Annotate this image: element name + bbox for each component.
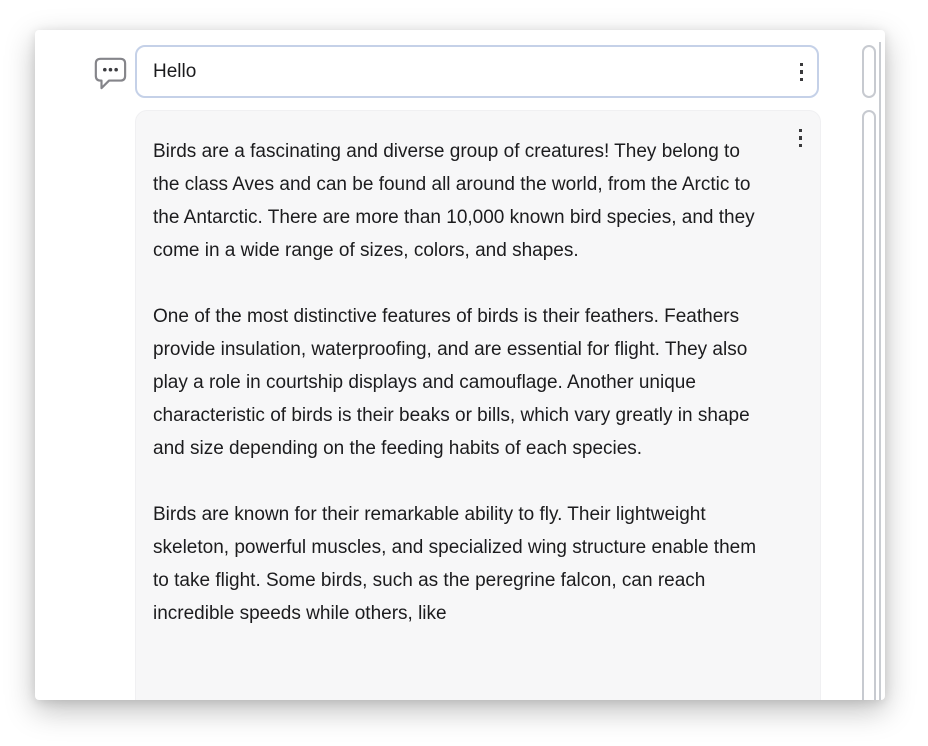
prompt-input-wrapper <box>135 45 819 98</box>
response-paragraph: One of the most distinctive features of birds is their feathers. Feathers provide insulation, waterproofing, and are essential for flight. They also play a role in courtship displays and camouflage. Another unique characteristic of birds is their beaks or bills, which vary greatly in shape and size depending on the feeding habits of each species. <box>153 306 750 459</box>
adjacent-column-prompt-outline <box>862 45 876 98</box>
response-paragraph: Birds are known for their remarkable ability to fly. Their lightweight skeleton, powerful muscles, and specialized wing structure enable them to take flight. Some birds, such as the peregrine falcon, can reach incredible speeds while others, like <box>153 504 757 624</box>
prompt-input[interactable] <box>135 45 819 98</box>
prompt-menu-button[interactable] <box>796 58 808 85</box>
kebab-menu-icon <box>799 129 803 148</box>
chat-card <box>35 30 885 700</box>
adjacent-column-response-outline <box>862 110 876 700</box>
adjacent-card-edge <box>879 42 881 700</box>
kebab-menu-icon <box>800 63 804 82</box>
response-paragraph: Birds are a fascinating and diverse group of creatures! They belong to the class Aves and can be found all around the world, from the Arctic to the Antarctic. There are more than 10,000 known bird species, and they come in a wide range of sizes, colors, and shapes. <box>153 141 755 261</box>
speech-bubble-ellipsis-icon <box>93 55 127 91</box>
response-block <box>135 110 821 700</box>
response-menu-button[interactable] <box>795 124 807 151</box>
